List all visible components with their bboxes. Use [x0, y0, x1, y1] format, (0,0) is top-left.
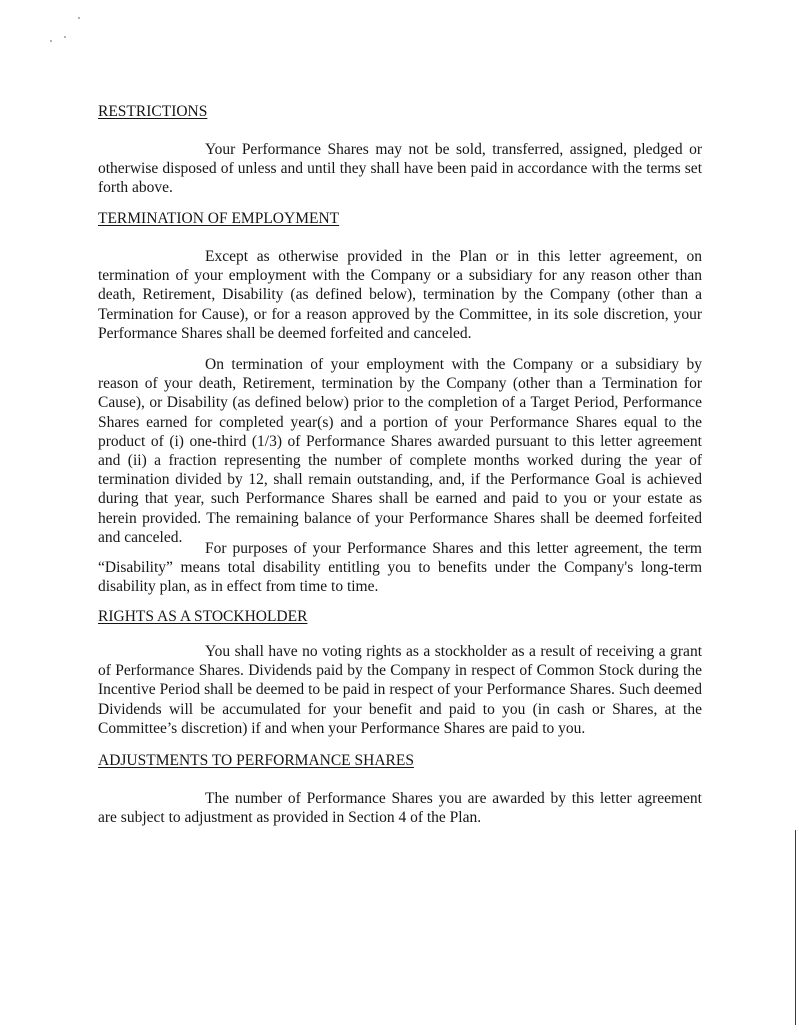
paragraph-adjustments: The number of Performance Shares you are awarded by this letter agreement are subject to adjustment as provided in Section 4 of the Plan. — [98, 790, 702, 827]
section-heading-termination: TERMINATION OF EMPLOYMENT — [98, 210, 340, 227]
scan-edge-line — [795, 830, 796, 1025]
paragraph-disability-definition: For purposes of your Performance Shares and this letter agreement, the term “Disability” means total disability entitling you to benefits under the Company's long-term disability plan, as in effect from time to time. — [98, 540, 702, 596]
paragraph-stockholder-rights: You shall have no voting rights as a stockholder as a result of receiving a grant of Performance Shares. Dividends paid by the Company in respect of Common Stock during the Incentive Period shall be deemed to be paid in respect of your Performance Shares. Such deemed Dividends will be accumulated for your benefit and paid to you (in cash or Shares, at the Committee’s discretion) if and when your Performance Shares are paid to you. — [98, 643, 702, 737]
scan-speck — [50, 40, 52, 42]
paragraph-restrictions: Your Performance Shares may not be sold, transferred, assigned, pledged or otherwise disposed of unless and until they shall have been paid in accordance with the terms set forth above. — [98, 141, 702, 197]
paragraph-termination-forfeiture: Except as otherwise provided in the Plan or in this letter agreement, on termination of your employment with the Company or a subsidiary for any reason other than death, Retirement, Disability (as defined below), termination by the Company (other than a Termination for Cause), or for a reason approved by the Committee, in its sole discretion, your Performance Shares shall be deemed forfeited and canceled. — [98, 248, 702, 342]
section-heading-stockholder-rights: RIGHTS AS A STOCKHOLDER — [98, 608, 308, 625]
scan-speck — [78, 17, 80, 19]
section-heading-adjustments: ADJUSTMENTS TO PERFORMANCE SHARES — [98, 752, 414, 769]
scan-speck — [64, 36, 66, 38]
paragraph-termination-death-retirement: On termination of your employment with the Company or a subsidiary by reason of your death, Retirement, termination by the Company (other than a Termination for Cause), or Disability (as defined below) prior to the completion of a Target Period, Performance Shares earned for completed year(s) and a portion of your Performance Shares equal to the product of (i) one-third (1/3) of Performance Shares awarded pursuant to this letter agreement and (ii) a fraction representing the number of complete months worked during the year of termination divided by 12, shall remain outstanding, and, if the Performance Goal is achieved during that year, such Performance Shares shall be earned and paid to you or your estate as herein provided. The remaining balance of your Performance Shares shall be deemed forfeited and canceled. — [98, 356, 702, 546]
section-heading-restrictions: RESTRICTIONS — [98, 103, 208, 120]
